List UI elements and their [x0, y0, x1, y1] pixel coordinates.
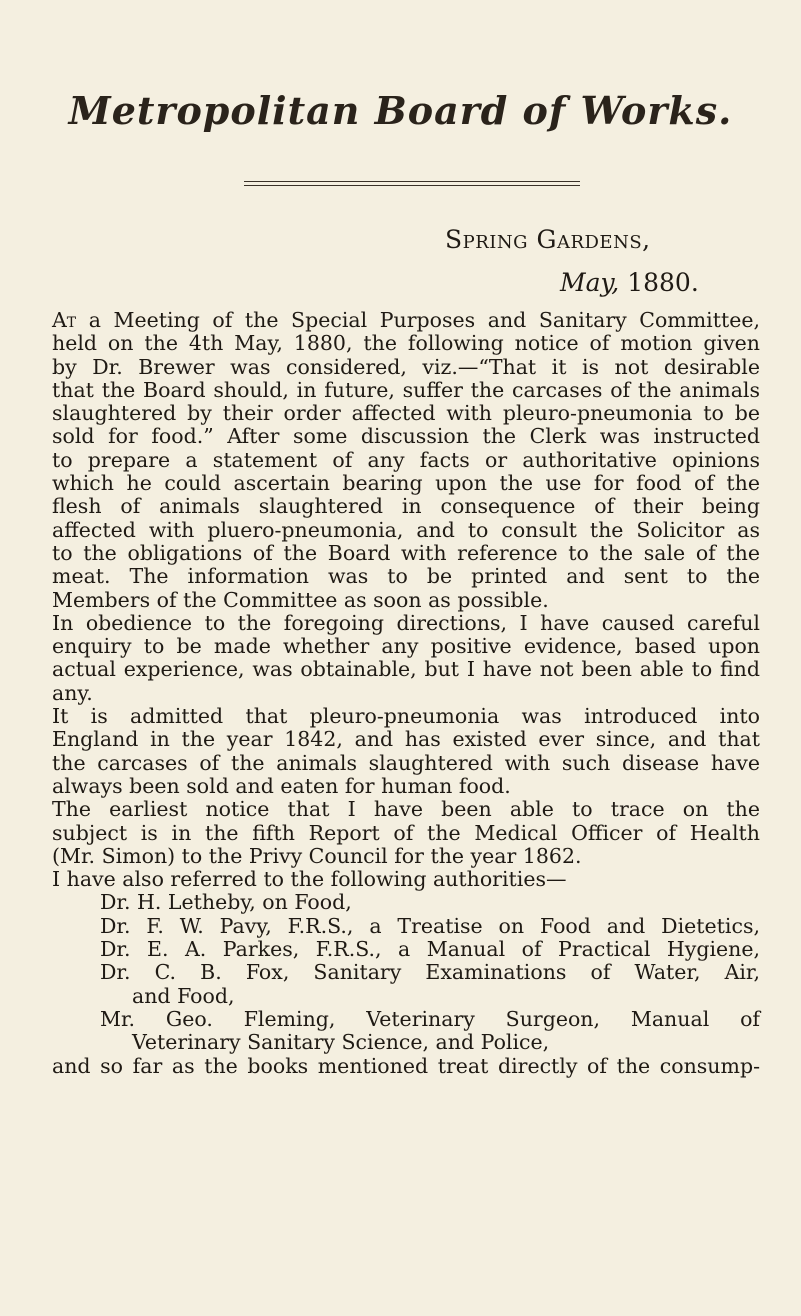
text-line: slaughtered by their order affected with pleuro-pneumonia to be [52, 401, 760, 426]
text-line: and so far as the books mentioned treat directly of the consump- [52, 1053, 760, 1078]
text-line: Dr. E. A. Parkes, F.R.S., a Manual of Practical Hygiene, [100, 937, 760, 962]
text-line: (Mr. Simon) to the Privy Council for the year 1862. [52, 843, 582, 868]
text-line: by Dr. Brewer was considered, viz.—“That it is not desirable [52, 354, 760, 379]
text-line: sold for food.” After some discussion the Clerk was instructed [52, 424, 760, 449]
text-line: which he could ascertain bearing upon the use for food of the [52, 471, 760, 496]
text-line: flesh of animals slaughtered in consequence of their being [52, 494, 760, 519]
text-line: and Food, [132, 983, 235, 1008]
body-text [52, 309, 760, 1078]
text-line: meat. The information was to be printed and sent to the [52, 564, 760, 589]
text-line: Dr. H. Letheby, on Food, [100, 890, 352, 915]
text-line: the carcases of the animals slaughtered with such disease have [52, 750, 760, 775]
text-line: England in the year 1842, and has existed ever since, and that [52, 727, 760, 752]
text-line: At a Meeting of the Special Purposes and Sanitary Committee, [52, 308, 760, 332]
text-line: held on the 4th May, 1880, the following notice of motion given [52, 331, 760, 356]
masthead-rule-bottom [244, 185, 580, 186]
text-line: Dr. F. W. Pavy, F.R.S., a Treatise on Food and Dietetics, [100, 913, 760, 938]
text-line: Members of the Committee as soon as possible. [52, 587, 549, 612]
text-line: that the Board should, in future, suffer the carcases of the animals [52, 377, 760, 402]
date-month: May, [560, 268, 620, 297]
place-line: Spring Gardens, [445, 225, 651, 254]
masthead-rule-top [244, 181, 580, 182]
text-line: The earliest notice that I have been able to trace on the [52, 797, 760, 822]
text-line: Mr. Geo. Fleming, Veterinary Surgeon, Manual of [100, 1006, 760, 1031]
text-line: always been sold and eaten for human food. [52, 773, 511, 798]
text-line: actual experience, was obtainable, but I have not been able to find [52, 657, 760, 682]
text-line: subject is in the fifth Report of the Medical Officer of Health [52, 820, 760, 845]
date-line [560, 268, 699, 297]
text-line: any. [52, 680, 93, 705]
text-line: to the obligations of the Board with reference to the sale of the [52, 540, 760, 565]
masthead-title: Metropolitan Board of Works. [68, 88, 733, 133]
text-line: to prepare a statement of any facts or authoritative opinions [52, 447, 760, 472]
text-line: In obedience to the foregoing directions, I have caused careful [52, 610, 760, 635]
date-year: 1880. [627, 268, 699, 297]
text-line: Veterinary Sanitary Science, and Police, [132, 1030, 550, 1055]
text-line: affected with pluero-pneumonia, and to consult the Solicitor as [52, 517, 760, 542]
text-line: I have also referred to the following authorities— [52, 867, 567, 892]
text-line: It is admitted that pleuro-pneumonia was introduced into [52, 704, 760, 729]
text-line: enquiry to be made whether any positive evidence, based upon [52, 634, 760, 659]
text-line: Dr. C. B. Fox, Sanitary Examinations of Water, Air, [100, 960, 760, 985]
